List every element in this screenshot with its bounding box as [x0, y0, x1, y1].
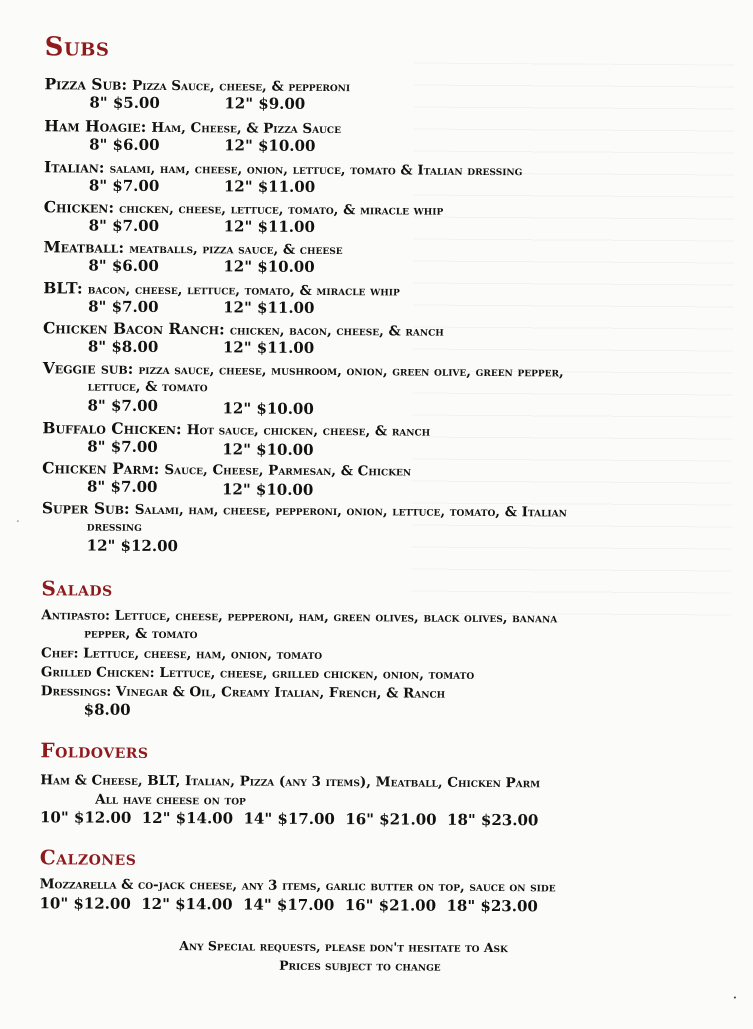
sub-price-8: 8" $7.00	[88, 176, 160, 195]
sub-item-name: Veggie sub:	[42, 358, 134, 378]
sub-item-name: Chicken Bacon Ranch:	[42, 318, 225, 339]
sub-item	[42, 458, 411, 479]
sub-item-desc: meatballs, pizza sauce, & cheese	[129, 240, 343, 259]
sub-item	[43, 278, 400, 299]
sub-price-8: 8" $6.00	[89, 135, 160, 154]
sub-item-desc: pizza sauce, cheese, mushroom, onion, green olive, green pepper,	[138, 361, 564, 381]
sub-price-12: 12" $10.00	[223, 257, 315, 276]
sub-item-name: Italian:	[43, 157, 105, 177]
salad-item-desc-cont: pepper, & tomato	[84, 625, 198, 643]
sub-item	[42, 418, 430, 439]
sub-item-desc: bacon, cheese, lettuce, tomato, & miracle whip	[87, 281, 400, 300]
sub-price-12: 12" $10.00	[222, 440, 314, 459]
sub-item	[44, 116, 341, 137]
salad-item-desc: Lettuce, cheese, pepperoni, ham, green olives, black olives, banana	[114, 607, 558, 627]
salad-item-name: Grilled Chicken:	[40, 664, 155, 681]
sub-price-12: 12" $10.00	[224, 136, 316, 155]
sub-price-12: 12" $10.00	[222, 399, 314, 418]
foldovers-note: All have cheese on top	[95, 791, 246, 809]
sub-item-desc: Ham, Cheese, & Pizza Sauce	[151, 119, 342, 138]
salad-item-name: Dressings:	[40, 683, 112, 700]
footer-prices-note: Prices subject to change	[279, 957, 441, 974]
sub-item-desc: chicken, bacon, cheese, & ranch	[229, 322, 444, 340]
sub-item-name: Super Sub:	[41, 498, 130, 518]
salads-heading: Salads	[41, 576, 113, 601]
salad-item	[41, 664, 474, 683]
sub-price-12: 12" $10.00	[221, 480, 314, 499]
footer-requests: Any Special requests, please don't hesitate to Ask	[179, 938, 508, 956]
sub-item-desc: Hot sauce, chicken, cheese, & ranch	[186, 422, 431, 440]
sub-item-name: Chicken Parm:	[42, 458, 160, 478]
sub-item-desc-cont: dressing	[86, 518, 142, 535]
sub-item-desc: chicken, cheese, lettuce, tomato, & miracle whip	[119, 200, 444, 219]
salad-item-desc: Lettuce, cheese, ham, onion, tomato	[83, 645, 323, 663]
sub-item-name: Buffalo Chicken:	[42, 418, 182, 439]
sub-item	[43, 318, 444, 339]
sub-item-name: Ham Hoagie:	[44, 116, 147, 136]
scan-speck	[17, 520, 19, 522]
bleed-through-texture	[411, 63, 734, 625]
sub-price-12: 12" $11.00	[223, 298, 315, 317]
sub-item-name	[44, 74, 350, 95]
sub-price-12: 12" $11.00	[222, 338, 315, 357]
sub-price-8: 8" $7.00	[87, 396, 159, 415]
foldovers-options: Ham & Cheese, BLT, Italian, Pizza (any 3 items), Meatball, Chicken Parm	[40, 772, 541, 792]
salad-item	[41, 607, 557, 626]
sub-price-12: 12" $11.00	[223, 177, 316, 196]
sub-item-name: Meatball:	[43, 237, 125, 257]
sub-price-8: 8" $7.00	[87, 437, 158, 456]
calzones-desc: Mozzarella & co-jack cheese, any 3 items, garlic butter on top, sauce on side	[39, 876, 556, 896]
sub-item-desc: Salami, ham, cheese, pepperoni, onion, lettuce, tomato, & Italian	[134, 501, 567, 521]
sub-item	[43, 237, 342, 258]
sub-item-name: Pizza Sub:	[44, 74, 128, 94]
sub-price-12: 12" $9.00	[224, 94, 306, 113]
foldovers-prices: 10" $12.00 12" $14.00 14" $17.00 16" $21.00 18" $23.00	[39, 808, 539, 830]
salad-item-desc: Vinegar & Oil, Creamy Italian, French, & Ranch	[115, 683, 446, 702]
salad-item-name: Chef:	[40, 645, 79, 662]
calzones-prices: 10" $12.00 12" $14.00 14" $17.00 16" $21.00 18" $23.00	[39, 894, 538, 916]
scan-speck	[734, 997, 736, 999]
foldovers-heading: Foldovers	[40, 738, 149, 763]
sub-item-name: Chicken:	[43, 197, 115, 217]
salad-item	[41, 683, 445, 701]
sub-item-desc: Pizza Sauce, cheese, & pepperoni	[132, 77, 351, 96]
sub-item-name: BLT:	[43, 278, 83, 298]
sub-price-8: 8" $6.00	[88, 256, 159, 275]
sub-item-desc-cont: lettuce, & tomato	[87, 378, 208, 396]
calzones-heading: Calzones	[39, 845, 137, 870]
sub-price-8: 8" $5.00	[89, 93, 160, 112]
sub-price-12: 12" $11.00	[223, 217, 316, 236]
sub-item	[44, 197, 444, 218]
salad-item-desc: Lettuce, cheese, grilled chicken, onion, tomato	[159, 664, 475, 683]
salad-price: $8.00	[83, 700, 131, 719]
sub-price-8: 8" $7.00	[88, 297, 159, 316]
sub-price-8: 8" $8.00	[87, 337, 159, 356]
sub-item-desc: salami, ham, cheese, onion, lettuce, tomato & Italian dressing	[109, 160, 523, 180]
subs-heading: Subs	[44, 32, 110, 63]
sub-price-8: 8" $7.00	[88, 216, 160, 235]
salad-item-name: Antipasto:	[41, 607, 111, 624]
sub-item	[43, 358, 564, 380]
sub-price-12: 12" $12.00	[86, 536, 179, 556]
sub-item-desc: Sauce, Cheese, Parmesan, & Chicken	[164, 462, 412, 480]
sub-item	[42, 498, 567, 520]
sub-price-8: 8" $7.00	[86, 477, 158, 496]
salad-item	[41, 645, 322, 663]
